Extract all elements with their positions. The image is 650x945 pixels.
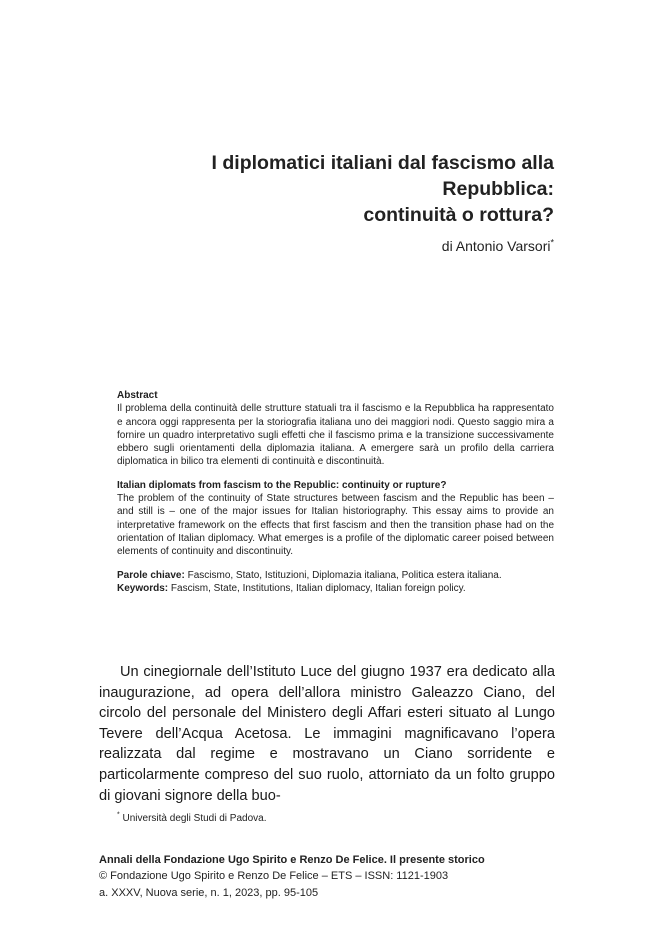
journal-title: Annali della Fondazione Ugo Spirito e Renzo De Felice. Il presente storico [99, 854, 485, 866]
body-paragraph: Un cinegiornale dell’Istituto Luce del giugno 1937 era dedicato alla inaugurazione, ad opera dell’allora ministro Galeazzo Ciano, del circolo del personale del Ministero degli Affari esteri situato al Lungo Tevere dell’Acqua Acetosa. Le immagini magnificavano l’opera realizzata dal regime e mostravano un Ciano sorridente e particolarmente compreso del suo ruolo, attorniato da un folto gruppo di giovani signore della buo- [99, 664, 555, 804]
author-line [300, 238, 554, 254]
keywords-en-label: Keywords: [117, 582, 169, 594]
footnote-marker: * [117, 811, 120, 819]
keywords-it-label: Parole chiave: [117, 569, 185, 581]
abstract-text-it: Il problema della continuità delle strutture statuali tra il fascismo e la Repubblica ha rappresentato e ancora oggi rappresenta per la storiografia italiana uno dei maggiori nodi. Questo saggio mira a fornire un quadro interpretativo sugli effetti che il fascismo prima e la transizione successivamente ebbero sugli orientamenti della diplomazia italiana. A emergere sarà un profilo della carriera diplomatica in bilico tra elementi di continuità e discontinuità. [117, 403, 554, 468]
colophon [99, 852, 555, 901]
keywords-en [117, 582, 554, 595]
article-title-line-2: continuità o rottura? [363, 204, 554, 226]
keywords-en-text: Fascism, State, Institutions, Italian diplomacy, Italian foreign policy. [170, 582, 466, 594]
author-footnote-marker: * [550, 237, 554, 248]
footnote [117, 813, 554, 824]
abstract-section [117, 389, 554, 595]
keywords-it [117, 569, 554, 582]
article-title [100, 150, 554, 228]
body-text [99, 662, 555, 806]
copyright-line: © Fondazione Ugo Spirito e Renzo De Felice – ETS – ISSN: 1121-1903 [99, 870, 449, 883]
author-name: di Antonio Varsori [441, 238, 551, 254]
abstract-text-en: The problem of the continuity of State structures between fascism and the Republic has been – and still is – one of the major issues for Italian historiography. This essay aims to provide an interpretative framework on the effects that first fascism and then the transition phase had on the orientation of Italian diplomacy. What emerges is a profile of the diplomatic career poised between elements of continuity and discontinuity. [117, 493, 554, 558]
issue-line: a. XXXV, Nuova serie, n. 1, 2023, pp. 95-105 [99, 886, 319, 899]
footnote-text: Università degli Studi di Padova. [122, 813, 267, 824]
article-title-line-1: I diplomatici italiani dal fascismo alla Repubblica: [211, 152, 554, 200]
keywords-it-text: Fascismo, Stato, Istituzioni, Diplomazia italiana, Politica estera italiana. [187, 569, 502, 581]
abstract-heading-it: Abstract [117, 390, 158, 401]
abstract-heading-en: Italian diplomats from fascism to the Republic: continuity or rupture? [117, 479, 447, 491]
